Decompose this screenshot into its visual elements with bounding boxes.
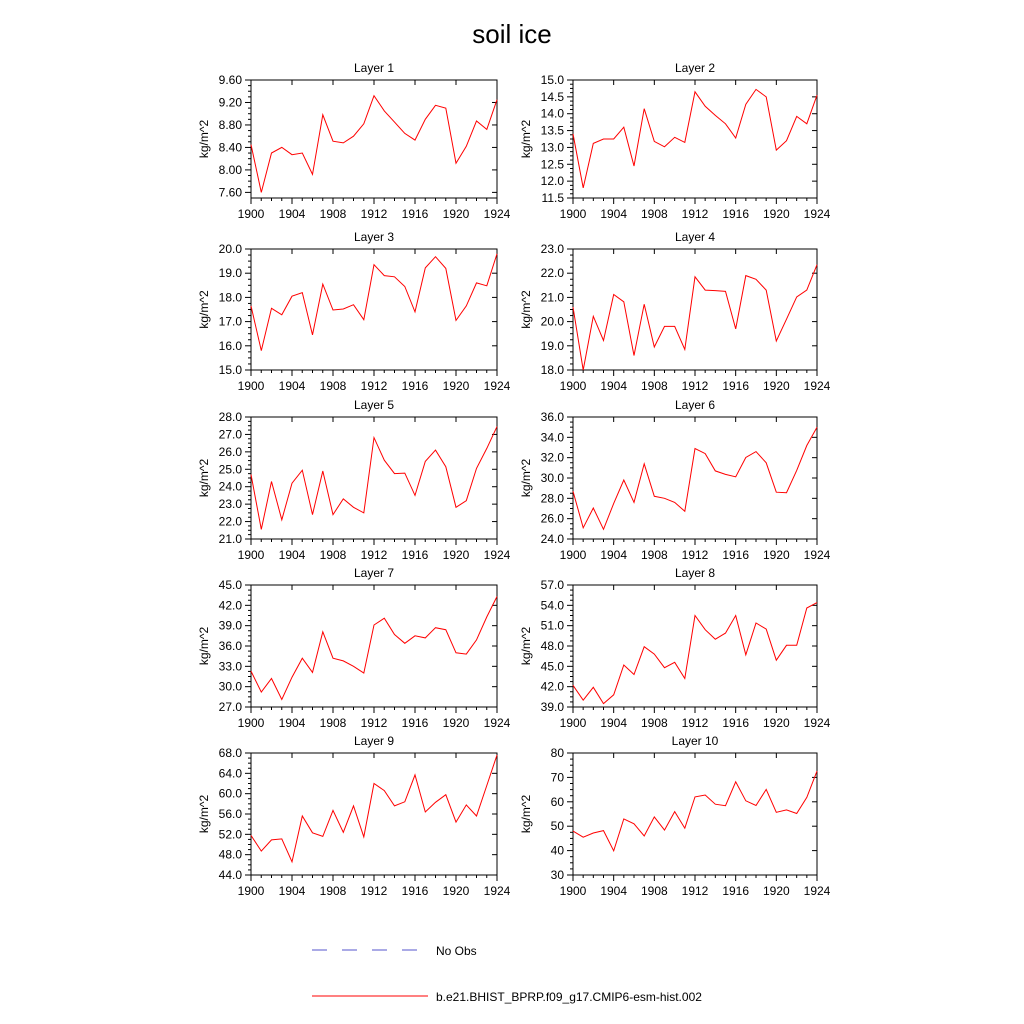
panel-2 bbox=[519, 61, 831, 221]
legend-model-label: b.e21.BHIST_BPRP.f09_g17.CMIP6-esm-hist.002 bbox=[436, 990, 702, 1004]
x-tick-label: 1920 bbox=[442, 716, 470, 730]
y-tick-label: 36.0 bbox=[218, 639, 242, 653]
series-line bbox=[251, 254, 497, 351]
x-tick-label: 1908 bbox=[319, 379, 347, 393]
y-tick-label: 17.0 bbox=[218, 314, 242, 329]
panel-title: Layer 7 bbox=[353, 566, 395, 580]
x-tick-label: 1900 bbox=[237, 207, 265, 221]
y-tick-label: 7.60 bbox=[218, 185, 242, 200]
y-axis-label: kg/m^2 bbox=[197, 794, 211, 834]
y-axis-label: kg/m^2 bbox=[197, 626, 211, 666]
x-tick-label: 1912 bbox=[681, 548, 709, 562]
y-tick-label: 60 bbox=[550, 794, 564, 809]
y-tick-label: 51.0 bbox=[540, 618, 564, 633]
y-tick-label: 44.0 bbox=[218, 868, 242, 882]
y-tick-label: 28.0 bbox=[540, 491, 564, 506]
series-line bbox=[251, 755, 497, 862]
y-tick-label: 70 bbox=[550, 770, 564, 785]
y-tick-label: 25.0 bbox=[218, 462, 242, 477]
x-tick-label: 1924 bbox=[803, 548, 831, 562]
plot-frame bbox=[251, 80, 497, 198]
y-axis-label: kg/m^2 bbox=[519, 626, 533, 666]
plot-frame bbox=[251, 417, 497, 539]
x-tick-label: 1904 bbox=[278, 207, 306, 221]
y-tick-label: 13.5 bbox=[540, 123, 564, 138]
x-tick-label: 1916 bbox=[401, 548, 429, 562]
x-tick-label: 1916 bbox=[401, 207, 429, 221]
legend bbox=[312, 944, 702, 1004]
y-tick-label: 12.5 bbox=[540, 157, 564, 172]
y-tick-label: 60.0 bbox=[218, 786, 242, 801]
x-tick-label: 1900 bbox=[237, 548, 265, 562]
x-tick-label: 1920 bbox=[442, 379, 470, 393]
x-tick-label: 1920 bbox=[762, 379, 790, 393]
y-tick-label: 80 bbox=[550, 746, 564, 760]
y-tick-label: 8.80 bbox=[218, 117, 242, 132]
series-line bbox=[573, 771, 817, 851]
x-tick-label: 1900 bbox=[559, 379, 587, 393]
x-tick-label: 1908 bbox=[319, 884, 347, 898]
figure-title: soil ice bbox=[472, 19, 552, 49]
y-tick-label: 9.60 bbox=[218, 73, 242, 87]
x-tick-label: 1924 bbox=[483, 379, 511, 393]
x-tick-label: 1908 bbox=[319, 207, 347, 221]
y-tick-label: 21.0 bbox=[218, 532, 242, 546]
x-tick-label: 1920 bbox=[762, 716, 790, 730]
panel-title: Layer 5 bbox=[353, 398, 395, 412]
series-line bbox=[251, 597, 497, 700]
x-tick-label: 1908 bbox=[319, 716, 347, 730]
series-line bbox=[251, 427, 497, 530]
series-line bbox=[573, 603, 817, 704]
y-tick-label: 14.0 bbox=[540, 106, 564, 121]
x-tick-label: 1924 bbox=[803, 207, 831, 221]
series-line bbox=[573, 89, 817, 187]
panel-5 bbox=[197, 398, 511, 562]
y-tick-label: 39.0 bbox=[218, 618, 242, 633]
x-tick-label: 1904 bbox=[278, 379, 306, 393]
x-tick-label: 1900 bbox=[237, 716, 265, 730]
y-tick-label: 45.0 bbox=[540, 659, 564, 674]
y-axis-label: kg/m^2 bbox=[197, 458, 211, 498]
x-tick-label: 1920 bbox=[442, 884, 470, 898]
y-tick-label: 34.0 bbox=[540, 430, 564, 445]
y-tick-label: 9.20 bbox=[218, 95, 242, 110]
x-tick-label: 1924 bbox=[483, 207, 511, 221]
y-tick-label: 12.0 bbox=[540, 174, 564, 189]
plot-frame bbox=[573, 585, 817, 707]
y-tick-label: 40 bbox=[550, 843, 564, 858]
y-tick-label: 26.0 bbox=[218, 444, 242, 459]
x-tick-label: 1900 bbox=[559, 207, 587, 221]
x-tick-label: 1904 bbox=[600, 716, 628, 730]
y-axis-label: kg/m^2 bbox=[197, 290, 211, 329]
x-tick-label: 1900 bbox=[559, 884, 587, 898]
x-tick-label: 1912 bbox=[360, 548, 388, 562]
y-axis-label: kg/m^2 bbox=[519, 290, 533, 329]
y-tick-label: 20.0 bbox=[218, 242, 242, 256]
y-tick-label: 16.0 bbox=[218, 338, 242, 353]
x-tick-label: 1908 bbox=[640, 548, 668, 562]
x-tick-label: 1912 bbox=[681, 884, 709, 898]
panel-8 bbox=[519, 566, 831, 730]
y-tick-label: 50 bbox=[550, 819, 564, 834]
x-tick-label: 1900 bbox=[237, 379, 265, 393]
y-tick-label: 19.0 bbox=[218, 266, 242, 281]
x-tick-label: 1908 bbox=[640, 379, 668, 393]
y-tick-label: 24.0 bbox=[218, 479, 242, 494]
panel-9 bbox=[197, 734, 511, 898]
x-tick-label: 1912 bbox=[360, 716, 388, 730]
y-tick-label: 27.0 bbox=[218, 427, 242, 442]
y-tick-label: 42.0 bbox=[218, 598, 242, 613]
y-axis-label: kg/m^2 bbox=[197, 119, 211, 159]
x-tick-label: 1916 bbox=[401, 716, 429, 730]
y-axis-label: kg/m^2 bbox=[519, 119, 533, 159]
panel-title: Layer 9 bbox=[353, 734, 395, 748]
x-tick-label: 1924 bbox=[803, 379, 831, 393]
y-tick-label: 22.0 bbox=[540, 266, 564, 281]
panel-title: Layer 3 bbox=[353, 230, 395, 244]
series-line bbox=[251, 96, 497, 193]
y-tick-label: 24.0 bbox=[540, 532, 564, 546]
x-tick-label: 1908 bbox=[640, 884, 668, 898]
plot-frame bbox=[251, 753, 497, 875]
panel-title: Layer 8 bbox=[674, 566, 716, 580]
y-tick-label: 20.0 bbox=[540, 314, 564, 329]
y-tick-label: 39.0 bbox=[540, 700, 564, 714]
y-tick-label: 15.0 bbox=[218, 363, 242, 377]
panel-1 bbox=[197, 61, 511, 221]
panel-title: Layer 2 bbox=[674, 61, 716, 75]
y-tick-label: 8.00 bbox=[218, 162, 242, 177]
y-tick-label: 15.0 bbox=[540, 73, 564, 87]
y-tick-label: 23.0 bbox=[218, 497, 242, 512]
y-axis-label: kg/m^2 bbox=[519, 794, 533, 834]
x-tick-label: 1924 bbox=[803, 716, 831, 730]
y-tick-label: 26.0 bbox=[540, 511, 564, 526]
x-tick-label: 1912 bbox=[360, 207, 388, 221]
x-tick-label: 1904 bbox=[278, 716, 306, 730]
x-tick-label: 1908 bbox=[640, 207, 668, 221]
x-tick-label: 1916 bbox=[722, 379, 750, 393]
panel-3 bbox=[197, 230, 511, 393]
x-tick-label: 1920 bbox=[762, 548, 790, 562]
x-tick-label: 1920 bbox=[762, 884, 790, 898]
x-tick-label: 1904 bbox=[278, 548, 306, 562]
x-tick-label: 1900 bbox=[559, 716, 587, 730]
y-tick-label: 30.0 bbox=[540, 471, 564, 485]
x-tick-label: 1924 bbox=[803, 884, 831, 898]
x-tick-label: 1916 bbox=[401, 379, 429, 393]
x-tick-label: 1904 bbox=[600, 379, 628, 393]
y-tick-label: 56.0 bbox=[218, 807, 242, 821]
plot-frame bbox=[573, 249, 817, 370]
x-tick-label: 1912 bbox=[681, 716, 709, 730]
y-tick-label: 30 bbox=[550, 868, 564, 882]
x-tick-label: 1920 bbox=[442, 207, 470, 221]
y-tick-label: 52.0 bbox=[218, 827, 242, 842]
x-tick-label: 1924 bbox=[483, 548, 511, 562]
x-tick-label: 1904 bbox=[600, 207, 628, 221]
y-tick-label: 45.0 bbox=[218, 578, 242, 592]
panel-title: Layer 4 bbox=[674, 230, 716, 244]
panel-7 bbox=[197, 566, 511, 730]
x-tick-label: 1916 bbox=[401, 884, 429, 898]
y-tick-label: 32.0 bbox=[540, 450, 564, 465]
y-tick-label: 18.0 bbox=[218, 290, 242, 305]
y-tick-label: 13.0 bbox=[540, 140, 564, 155]
y-tick-label: 54.0 bbox=[540, 598, 564, 613]
panel-6 bbox=[519, 398, 831, 562]
panel-4 bbox=[519, 230, 831, 393]
x-tick-label: 1916 bbox=[722, 207, 750, 221]
x-tick-label: 1904 bbox=[278, 884, 306, 898]
y-tick-label: 28.0 bbox=[218, 410, 242, 424]
y-tick-label: 57.0 bbox=[540, 578, 564, 592]
y-tick-label: 18.0 bbox=[540, 363, 564, 377]
series-line bbox=[573, 427, 817, 529]
y-tick-label: 36.0 bbox=[540, 410, 564, 424]
x-tick-label: 1924 bbox=[483, 884, 511, 898]
plot-frame bbox=[251, 585, 497, 707]
y-tick-label: 19.0 bbox=[540, 338, 564, 353]
y-tick-label: 42.0 bbox=[540, 679, 564, 694]
panel-title: Layer 1 bbox=[353, 61, 395, 75]
legend-obs-label: No Obs bbox=[436, 944, 477, 958]
y-tick-label: 64.0 bbox=[218, 766, 242, 781]
x-tick-label: 1904 bbox=[600, 548, 628, 562]
series-line bbox=[573, 265, 817, 370]
y-tick-label: 23.0 bbox=[540, 242, 564, 256]
y-tick-label: 22.0 bbox=[218, 514, 242, 529]
y-tick-label: 11.5 bbox=[541, 191, 564, 205]
x-tick-label: 1900 bbox=[237, 884, 265, 898]
plot-frame bbox=[573, 417, 817, 539]
panels bbox=[197, 61, 831, 898]
x-tick-label: 1924 bbox=[483, 716, 511, 730]
y-tick-label: 33.0 bbox=[218, 659, 242, 674]
x-tick-label: 1916 bbox=[722, 716, 750, 730]
x-tick-label: 1916 bbox=[722, 548, 750, 562]
x-tick-label: 1912 bbox=[360, 379, 388, 393]
y-tick-label: 48.0 bbox=[540, 639, 564, 653]
y-tick-label: 30.0 bbox=[218, 679, 242, 694]
y-tick-label: 27.0 bbox=[218, 700, 242, 714]
x-tick-label: 1912 bbox=[360, 884, 388, 898]
x-tick-label: 1908 bbox=[640, 716, 668, 730]
y-axis-label: kg/m^2 bbox=[519, 458, 533, 498]
x-tick-label: 1916 bbox=[722, 884, 750, 898]
x-tick-label: 1912 bbox=[681, 207, 709, 221]
plot-frame bbox=[573, 753, 817, 875]
x-tick-label: 1900 bbox=[559, 548, 587, 562]
panel-title: Layer 10 bbox=[671, 734, 719, 748]
y-tick-label: 21.0 bbox=[540, 290, 564, 305]
panel-10 bbox=[519, 734, 831, 898]
panel-title: Layer 6 bbox=[674, 398, 716, 412]
x-tick-label: 1904 bbox=[600, 884, 628, 898]
x-tick-label: 1920 bbox=[762, 207, 790, 221]
x-tick-label: 1912 bbox=[681, 379, 709, 393]
y-tick-label: 68.0 bbox=[218, 746, 242, 760]
y-tick-label: 48.0 bbox=[218, 847, 242, 862]
x-tick-label: 1908 bbox=[319, 548, 347, 562]
y-tick-label: 14.5 bbox=[540, 89, 564, 104]
y-tick-label: 8.40 bbox=[218, 140, 242, 155]
x-tick-label: 1920 bbox=[442, 548, 470, 562]
